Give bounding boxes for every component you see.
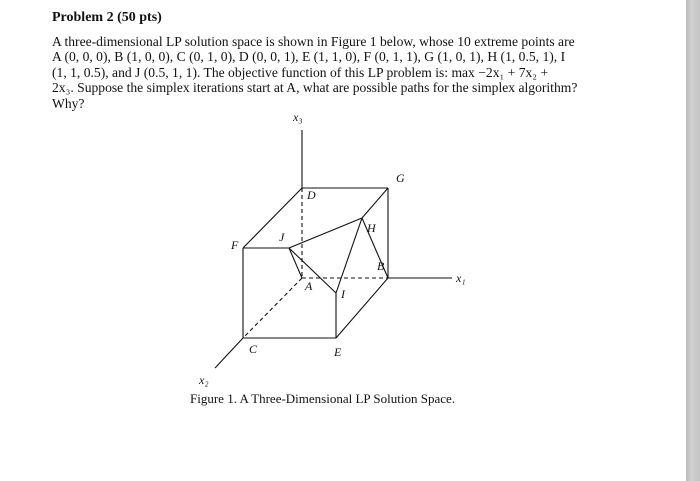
x2-axis <box>215 338 243 368</box>
axis-label-x2: x₂ <box>199 373 209 387</box>
edge-D-F <box>243 188 302 248</box>
point-label-B: B <box>377 259 385 273</box>
point-label-F: F <box>231 238 239 252</box>
problem-line: Why? <box>52 95 85 111</box>
edge-J-A <box>289 248 302 278</box>
problem-points: (50 pts) <box>113 10 162 25</box>
edge-J-H <box>289 218 362 248</box>
point-label-H: H <box>367 221 376 235</box>
point-label-J: J <box>279 230 285 244</box>
edge-H-I <box>336 218 362 293</box>
problem-title: Problem 2 <box>52 10 114 25</box>
problem-line: (1, 1, 0.5), and J (0.5, 1, 1). The objective function of this LP problem is: max −2x₁ + 7x₂ + <box>52 64 549 80</box>
edge-A-C <box>243 278 302 338</box>
problem-line: A three-dimensional LP solution space is shown in Figure 1 below, whose 10 extreme points are <box>52 34 575 49</box>
point-label-D: D <box>307 188 316 202</box>
problem-line: 2x₃. Suppose the simplex iterations start at A, what are possible paths for the simplex algorithm? <box>52 80 578 96</box>
axis-label-x1: x₁ <box>456 271 466 285</box>
point-label-I: I <box>341 287 345 301</box>
point-label-C: C <box>249 342 258 356</box>
point-label-G: G <box>396 171 405 185</box>
figure-caption: Figure 1. A Three-Dimensional LP Solution Space. <box>190 391 456 406</box>
point-label-A: A <box>305 279 313 293</box>
axis-label-x3: x₃ <box>293 110 303 124</box>
edge-J-I <box>289 248 336 293</box>
problem-line: A (0, 0, 0), B (1, 0, 0), C (0, 1, 0), D (0, 0, 1), E (1, 1, 0), F (0, 1, 1), G (1, 0, 1), H (1, 0.5, 1), I <box>52 49 566 65</box>
point-label-E: E <box>334 345 342 359</box>
edge-G-H <box>362 188 388 218</box>
